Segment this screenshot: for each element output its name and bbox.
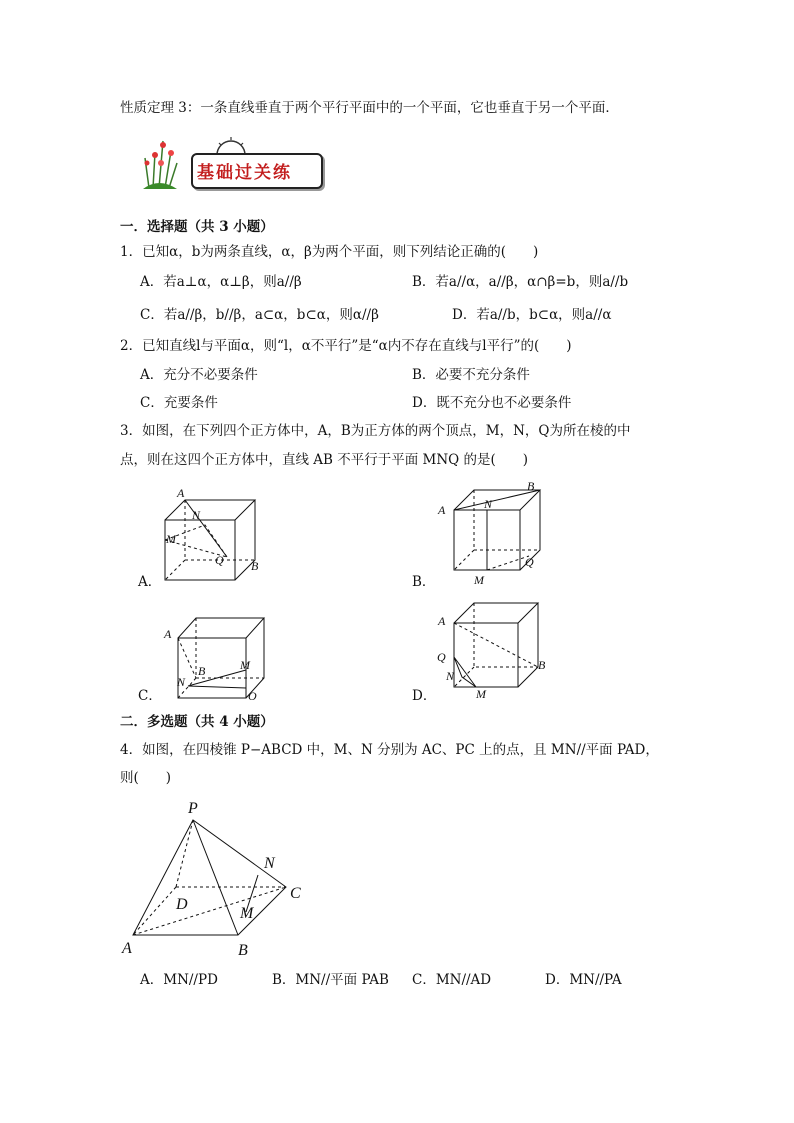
label-q: Q	[525, 555, 534, 569]
q2-stem: 2．已知直线l与平面α，则“l，α不平行”是“α内不存在直线与l平行”的( )	[120, 338, 572, 354]
q3-option-b-label: B．	[412, 574, 436, 590]
label-m: M	[166, 532, 176, 546]
label-m: M	[240, 658, 250, 672]
label-c: C	[290, 885, 301, 902]
label-n: N	[264, 855, 275, 872]
q2-option-d: D．既不充分也不必要条件	[412, 395, 572, 411]
pyramid-figure	[118, 795, 318, 965]
q1-stem: 1．已知α，b为两条直线，α，β为两个平面，则下列结论正确的( )	[120, 244, 539, 260]
cube-figure-b	[432, 478, 552, 588]
label-m: M	[476, 687, 486, 701]
label-b: B	[527, 479, 535, 493]
q3-option-a-label: A．	[138, 574, 162, 590]
label-o: O	[248, 689, 257, 703]
cube-figure-a	[155, 485, 270, 585]
q2-option-b: B．必要不充分条件	[412, 367, 530, 383]
q2-option-a: A．充分不必要条件	[140, 367, 258, 383]
label-a: A	[164, 627, 172, 641]
q4-option-c: C．MN//AD	[412, 972, 492, 988]
q4-stem-line2: 则( )	[120, 770, 172, 786]
theorem-text: 性质定理 3：一条直线垂直于两个平行平面中的一个平面，它也垂直于另一个平面．	[120, 100, 619, 116]
q3-stem-line2: 点，则在这四个正方体中，直线 AB 不平行于平面 MNQ 的是( )	[120, 452, 529, 468]
section-title-multi: 二．多选题（共 4 小题）	[120, 714, 274, 730]
q4-option-b: B．MN//平面 PAB	[272, 972, 389, 988]
label-a: A	[438, 503, 446, 517]
q1-option-d: D．若a//b，b⊂α，则a//α	[452, 307, 612, 323]
q2-option-c: C．充要条件	[140, 395, 218, 411]
q4-option-a: A．MN//PD	[140, 972, 218, 988]
label-a: A	[122, 940, 132, 957]
q3-option-d-label: D．	[412, 688, 437, 704]
label-n: N	[177, 675, 186, 689]
banner-title: 基础过关练	[197, 163, 292, 183]
section-title-choice: 一．选择题（共 3 小题）	[120, 219, 274, 235]
q1-option-c: C．若a//β，b//β，a⊂α，b⊂α，则α//β	[140, 307, 379, 323]
label-a: A	[438, 614, 446, 628]
q4-option-d: D．MN//PA	[545, 972, 622, 988]
cube-figure-c	[158, 608, 273, 708]
label-a: A	[177, 486, 185, 500]
label-n: N	[192, 508, 201, 522]
label-d: D	[176, 896, 188, 913]
label-m: M	[240, 905, 254, 922]
q4-stem-line1: 4．如图，在四棱锥 P−ABCD 中，M、N 分别为 AC、PC 上的点，且 MN//平面 PAD，	[120, 742, 659, 758]
label-q: Q	[215, 553, 224, 567]
q3-stem-line1: 3．如图，在下列四个正方体中，A，B为正方体的两个顶点，M，N，Q为所在棱的中	[120, 423, 631, 439]
cube-figure-d	[432, 597, 557, 705]
label-m: M	[474, 573, 484, 587]
label-b: B	[251, 559, 259, 573]
q1-option-b: B．若a//α，a//β，α∩β=b，则a//b	[412, 274, 629, 290]
label-b: B	[238, 942, 248, 959]
label-q: Q	[437, 650, 446, 664]
section-banner	[133, 133, 323, 191]
label-b: B	[538, 658, 546, 672]
q3-option-c-label: C．	[138, 688, 162, 704]
label-p: P	[188, 800, 198, 817]
label-n: N	[484, 497, 493, 511]
label-n: N	[446, 669, 455, 683]
label-b: B	[198, 664, 206, 678]
q1-option-a: A．若a⊥α，α⊥β，则a//β	[140, 274, 302, 290]
